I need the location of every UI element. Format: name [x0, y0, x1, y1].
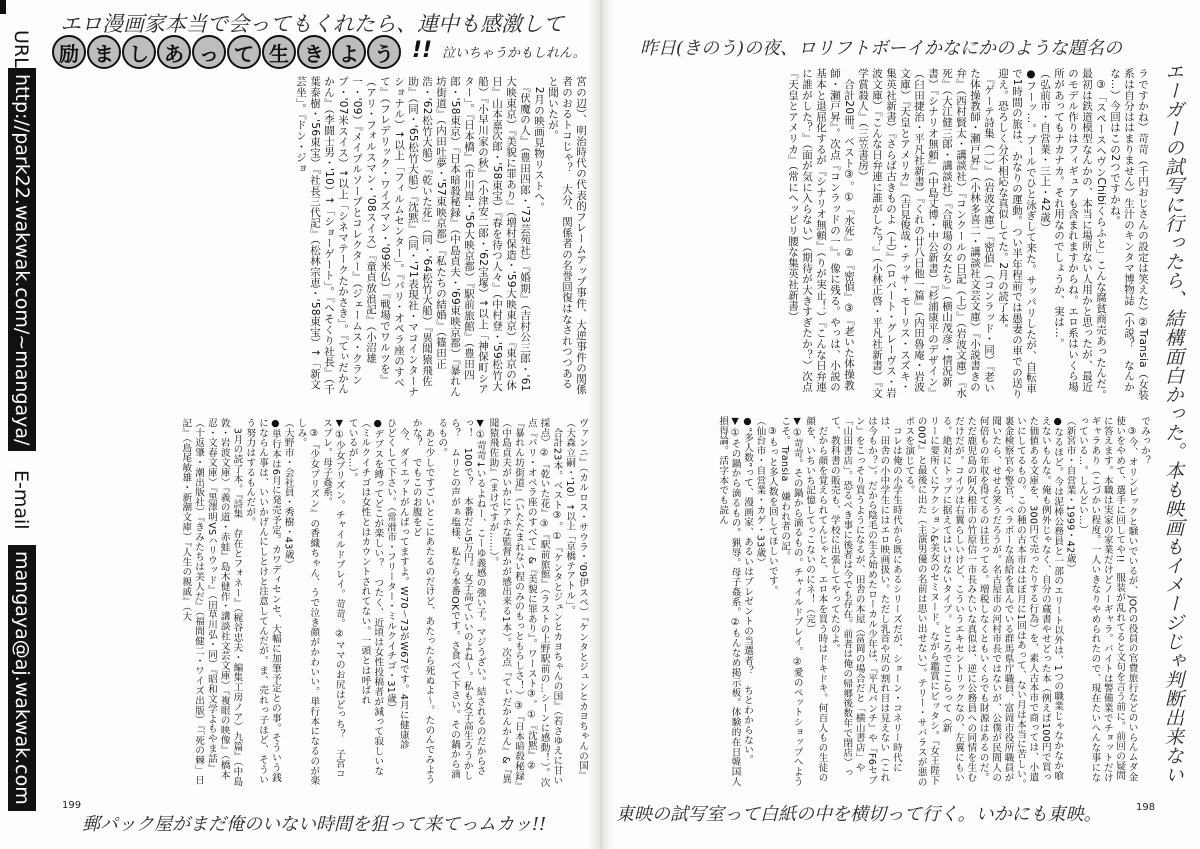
paragraph: だから顔を覚えられてんじゃと、エロ本を買う時はドキドキ。何百人もの生徒の顔を、いちいち記憶してっこないのにネ！（完） [804, 416, 828, 783]
paragraph: ●単行本は6月に発売予定。カワディセンセ、大幅に加筆予定との事。そういう銭にならん事は、いいかげんにしとけと注意してんだが。ま、売れっ子ほど、そういう努力はするもんだが。 [244, 418, 281, 785]
paragraph: 宮の辺）、明治時代の代表的フレームアップ事件、大逆事件の関係者のおるトコじゃ？ 大分、関係者の名誉回復はなされつつあると聞いたが。 [547, 76, 587, 395]
paragraph: リーに要所くにアクション&美女のセミヌード。ながら鑑賞にピッタシ。『女王陛下の007』と最後に出た（主演男優の名前は思い出せない）。テリー・サバラスが悪のボスを演じてる。 [903, 416, 940, 787]
paragraph: コレは俺の小学生時代から既にあるシリーズだが、ショーン・コネリー時代には、田舎の小中学生にはエロ映画扱い。ただし乳首や尻の割れ目は見えない（これは今もか？）。だから陰毛の生え始めたローカル少年は、『平凡パンチ』や『F6セブン』をこっそり買うようになるが、田舎の本屋（富岡の場合だと「横山書店」や「山田書店」。恐るべき事に後者は今でも存在。前者は俺の帰郷後数年で閉店）って、教科書の販売も、学校に出張してやってたのよ。 [828, 416, 902, 785]
handwritten-note-bottom-right: 東映の試写室って白紙の中を横切って行く。いかにも東映。 [616, 804, 1102, 825]
paragraph: 3月の読了本。『詩集 存在とフォネー』（梶谷忠夫・編集工房ノア）九篇』（中島敦・岩波文庫）『義の道・赤蛙』島木健作・講談社文芸文庫）『複眼の映像』（橋本忍・文春文庫）『黒澤明VSハリウッド』（田草川弘・同）『昭和文学よもやま話』（十返肇・潮出版社）『きみたちは美人だ』（福間健二・ワイズ出版）『「死の棘」日記』（島尾敏雄・新潮文庫）『人生の親戚』（大 [180, 418, 243, 787]
right-page-top-letters [614, 68, 1150, 402]
scan-edge-mark [0, 0, 6, 14]
paragraph: ひどくして下さい。（常滑市・フリーター・ミルクイチゴ・31歳） [385, 418, 397, 714]
title-char: あ [157, 35, 191, 69]
paragraph: 今、ダイエットがんばってますよ。W70〜73がW67です。4月に健康診 [397, 418, 409, 750]
paragraph: ●なるほど。今は泥棒公務員と一部のエリート以外は、1つの職業じゃなかなか喰えないもんな。俺も例外じゃなく、自分の蔵書やせどった本（例えば100円で買った価値ある文庫を、300円で売ったりする行為）を、素人古本市で商っては、小遣いにしてるもの。この種の古本市ははぼ月に1回はあって、ない月は本当に苦しい。裏金検察官や警官、ベラボーな高給を貪んでいる群馬県庁職員、富岡市役所職員が聞いたら、せせら笑うだろうが。名古屋市の河村市長ではないが、公僕が民間人の何倍もの年収を得てるのは狂ってる。増税しなくともいくらでも財源はあるのだ。ただ鹿児島の阿久根市の竹原信一市長みたいな真似は、逆に公務員への同情を生むだけだが。コイツは右翼らしいけど、こういうエキセントリックなの、左翼にもいる。絶対にトップに据えてはいけないタイプ。ところでここらって（新 [940, 416, 1064, 789]
right-page-bottom-letters [614, 416, 1150, 790]
url-label: URL [10, 30, 32, 68]
paragraph: ▼①その鍋から滴るもの。猟辱。母子姦系。②もんなめ掲示板。体験的在日韓国人損得論。活字本でも読ん [717, 416, 741, 787]
paragraph: 合計23本。ベスト③。①『ケンタとジュンとカヨちゃんの国』（若さゆえに甘い採点）②『乾いた花』③『駅前旅館』（ラストの上野駅前の…シーンに感動！）。次点『パリ・オペラ座のすべて』&『美貌に罪あり』。ワースト③。①『沈黙』②『暴れん坊街道』（いたたまれない程のみのもっともらしさ！）③『日本暗殺秘録』（中島貞夫がいかにアホな監督かが感出来る1本）。次点『てぃだかんかん』&『異聞猿飛佐助』（まけですが……）。 [487, 418, 563, 788]
title-char: う [367, 35, 401, 69]
paragraph: 合計20冊。ベスト③。①『水死』②『密偵』③『老いた体操教師・瀬戸昇』。次点『コンラッドの一』。像に残る。やっは、小説の基本と退屈化するが『シナリオ無頼』（りが実止！）『こんな日弁連に誰がした？』（面が気に入らない）（期待が大きすぎたか？）次点『天皇とアメリカ』（常にヘッピリ腰な集英社新書） [787, 68, 855, 393]
paragraph: ているが…）。 [346, 418, 358, 483]
paragraph: ③今、オリンピックと騒いでいるが、JOCの役員の官費旅行などのいらんムダ金使いをやめて、選手に回してや!! 服装が乱れてると文句を言う前に。前回の疑問に答えます。本職は実家の家業だけどノーギャラ。バイトは警備業でチョットだけギャラあり（こづかい程度。一人いきなりやめられたので、現在たいへんな事になっている…。しんどい…） [1076, 416, 1138, 783]
page-number-right: 198 [1136, 802, 1156, 813]
paragraph: ●フーッ…。プールでひと泳ぎして来た。サッパリしたが、自転車で1時間の旅は、かなりの運動。つい半年程前では愚妻の車での送り迎え。恐ろしく分不相応な真似してた。2月の読了本。 [997, 68, 1037, 399]
url-link[interactable]: http://park22.wakwak.com/~mangaya/ [8, 68, 36, 451]
paragraph: ラですかね）苛苛（千円おじさんの設定は笑えた）②Transia（女装系は自分ははまりません）生汁のキンタマ博物誌（小説？ なんかな…）今回はこの2つですかね。 [1109, 68, 1149, 401]
contact-strip [6, 30, 40, 820]
email-link[interactable]: mangaya@aj.wakwak.com [8, 545, 36, 811]
paragraph: （仙台市・自営業・カゲ・33歳） [754, 416, 766, 568]
handwritten-note-bottom-left: 郵パック屋がまだ俺のいない時間を狙って来てっムカッ!! [82, 814, 547, 835]
paragraph: ●“多人数”って、漫画家、あるいはプレゼントの当選者？ ちとわからない。 [742, 416, 753, 765]
paragraph: あと少しですごいとこにあたるのだけど、あたったら死ぬよ〜。たのんでみようかな？ でもこのお腹をど [410, 418, 435, 785]
title-exclamation: !! [411, 37, 433, 63]
title-char: し [122, 35, 156, 69]
paragraph: ▼①苛苛↓いるよねー、こーゆ義感の強い子。マジうざい。結されるのだからさっ！ 100で？ 本番だと5万円。女子高ていいのよね〜。私も女子高生ろうかしら？ ムリとの声がぁ塩様、私なら本番OKです。さ食べて下さい。その鍋から滴るもの。 [436, 418, 486, 781]
paragraph: ●デブスを縛ってどこが楽しい？ つたく、近頃は女性投稿者が減って寂しいな（ミルクイチゴは女性とはカウントされてない。一頭とは呼ばれ [359, 418, 384, 776]
paragraph: ③「スペースヘヴンChibiくらふと」こんな腐貧商売あったんだ。最初は鉄道模型なんかの、本当に場所ない人用かと思ったが、最近のモデル作りはフィギュアも含まれますからね。エロ系はいくら場所があってもナカナカ。それ用なのでしょうか、実は…。 [1053, 68, 1107, 400]
left-page-top-letters [48, 76, 588, 398]
title-char: っ [192, 35, 226, 69]
paragraph: ③もっと多人数を回してほしいです。 [766, 416, 778, 596]
handwritten-note-top-right: 昨日(きのう)の夜、ロリフトボーイかなにかのような題名の [640, 38, 1123, 59]
title-char: ま [87, 35, 121, 69]
paragraph: （新宮市・自営業・1999・42歳） [1064, 416, 1076, 574]
handwritten-note-right-margin: エーガーの試写に行ったら、結構面白かった。本も映画もイメージじゃ判断出来ない [1162, 62, 1184, 784]
title-char: よ [332, 35, 366, 69]
paragraph: ▼①苛苛。その鍋から滴るもの。チャイルドプレイ。②愛のペットショップへようこそ。Transia 嫌われ者の記。 [779, 416, 803, 787]
title-char: 生 [262, 35, 296, 69]
paragraph: （大野市・会社員・秀樹・43歳） [282, 418, 294, 570]
page-fold [588, 0, 614, 849]
handwritten-note-top-left: エロ漫画家本当で会ってもくれたら、連中も感激して [60, 12, 564, 36]
paragraph: 『伏魔の人』（豊田四郎・'73芸苑社）『婚期』（吉村公三郎・'61大映東京）『美貌に罪あり』（増村保造・'59大映東京）『東京の休日』山本嘉次郎・'58東宝）『春を待つ人々』（中村登・'59松竹大船）『小早川家の秋』（小津安二郎・'62宝塚）↑以上「神保町シアター」。『日本橋』（市川崑・'56大映京都）『駅前旅館』（豊田四郎・'58東京）『日本暗殺秘録』（中島貞夫・'69東映京都）『暴れん坊街道』（内田吐夢・'57東映京都）『私たちの結婚』（篠田正浩・'62松竹大船）『乾いた花』（同・'64松竹大船）『異聞猿飛佐助』（同・'65松竹大船）『沈黙』（同・'71表現社・マコインターナショナル）↑以上「フィルムセンター」。『パリ・オペラ座のすべて』（フレデリック・ワイズマン・'09米仏）『戦場でワルツを』（アリ・フォルスマン・'08スイス）『童貞放浪記』（小沼雄一・'09）『メイプルソープとコレクター』（ジェームス・クランプ・'07米スイス）↑以上「シネマテークたかさき」。『てぃだかんかん』（李闘士男・'10）↑「ショーゲート」。『へそくり社長』（千葉泰樹・'56東宝）『社長三代記』（松林宗恵・'58東宝）↑「新文芸坐」。『ドン・ジョ [295, 76, 531, 397]
title-char: き [297, 35, 331, 69]
paragraph: ヴァンニ』（カルロス・サウラ・'09伊スペ）『ケンタとジュンとカヨちゃんの国』（大森立嗣・'10）↑以上「京橋テアトル」。 [564, 418, 588, 781]
left-page-bottom-letters [48, 418, 588, 788]
paragraph: 『ゲーテ詩集（一）』（岩波文庫）『密偵』（コンラッド・同）『老いた体操教師・瀬戸昇』（小林多喜二・講談社文芸文庫）『小説書きの弁』（西村賢太・講談社）『コンクールの日記（上）』（岩波文庫）『水死』（大江健三郎・講談社）『合戦場の女たち』（横山茂彦・情況新書）『シナリオ無頼』（中島丈博・中公新書）『杉浦康平のデザイン』（臼田捷治・平凡社新書）『くれの廿八日他一篇』（内田魯庵・岩波文庫）『天皇とアメリカ』（吉見俊哉・テッサ・モーリス・スズキ・集英社新書）『さらば古きものよ（上）』（ロバート・グレーヴス・岩波文庫）『こんな日弁連に誰がした？』（小林正啓・平凡社新書）『文学賞殺人』（三笠書房） [857, 68, 995, 399]
paragraph: ③『少女プリズン』の香織ちゃん、うで泣き顔がかわいい。単行本になるのが楽しみ。 [295, 418, 320, 786]
section-title [52, 35, 442, 69]
paragraph: （弘前市・自営業・三上・42歳） [1039, 68, 1051, 234]
handwritten-note-top-left-2: 泣いちゃうかもしれん。 [442, 46, 586, 61]
email-label: E-mail [10, 470, 32, 530]
title-char: て [227, 35, 261, 69]
paragraph: でみっか？ [1139, 416, 1150, 466]
paragraph: 2月の映画見物リストへ。 [533, 76, 545, 213]
paragraph: ▼①少女プリズン。チャイルドプレイ。苛苛。②ママのお尻はどっち？ 子宮コスプレ。母子姦系。 [321, 418, 345, 779]
title-char: 励 [52, 35, 86, 69]
page-number-left: 199 [62, 800, 82, 811]
